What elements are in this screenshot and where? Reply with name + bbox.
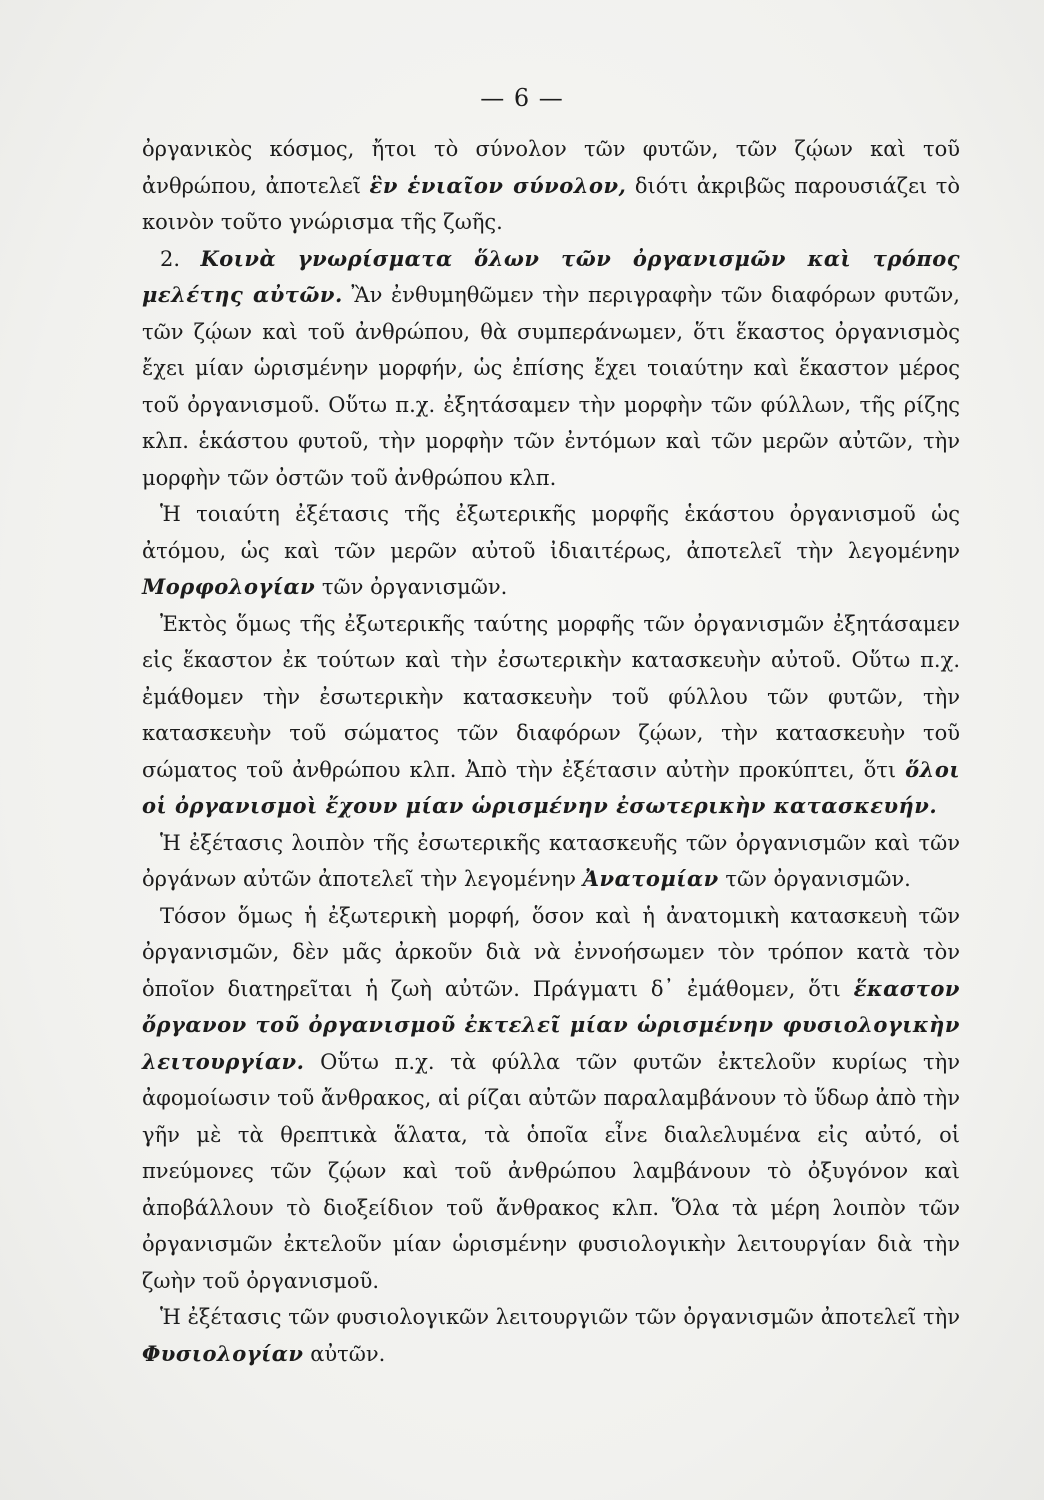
text-run: Ἡ τοιαύτη ἐξέτασις τῆς ἐξωτερικῆς μορφῆς ἑκάστου ὀργανισμοῦ ὡς ἀτόμου, ὡς καὶ τῶν μερῶν αὐτοῦ ἰδιαιτέρως, ἀποτελεῖ τὴν λεγομένην: [142, 502, 960, 563]
section-heading: Κοινὰ γνωρίσματα ὅλων τῶν ὀργανισμῶν καὶ τρόπος μελέτης αὐτῶν.: [142, 245, 960, 307]
paragraph-7: [142, 1299, 960, 1372]
emphasized-phrase: ἓν ἑνιαῖον σύνολον,: [369, 172, 627, 198]
text-run: τῶν ὀργανισμῶν.: [718, 867, 911, 891]
text-run: τῶν ὀργανισμῶν.: [315, 575, 508, 599]
paragraph-2: [142, 241, 960, 497]
text-run: Ἡ ἐξέτασις τῶν φυσιολογικῶν λειτουργιῶν τῶν ὀργανισμῶν ἀποτελεῖ τὴν: [160, 1305, 960, 1329]
section-number: 2.: [160, 246, 201, 271]
text-run: Ἡ ἐξέτασις λοιπὸν τῆς ἐσωτερικῆς κατασκευῆς τῶν ὀργανισμῶν καὶ τῶν ὀργάνων αὐτῶν ἀποτελεῖ τὴν λεγομένην: [142, 830, 960, 891]
text-run: ὀργανικὸς κόσμος, ἤτοι τὸ σύνολον τῶν φυτῶν, τῶν ζῴων καὶ τοῦ ἀνθρώπου, ἀποτελεῖ: [142, 137, 960, 198]
text-run: Οὕτω π.χ. τὰ φύλλα τῶν φυτῶν ἐκτελοῦν κυρίως τὴν ἀφομοίωσιν τοῦ ἄνθρακος, αἱ ρίζαι αὐτῶν παραλαμβάνουν τὸ ὕδωρ ἀπὸ τὴν γῆν μὲ τὰ θρεπτικὰ ἅλατα, τὰ ὁποῖα εἶνε διαλελυμένα εἰς αὐτό, οἱ πνεύμονες τῶν ζῴων καὶ τοῦ ἀνθρώπου λαμβάνουν τὸ ὀξυγόνον καὶ ἀποβάλλουν τὸ διοξείδιον τοῦ ἄνθρακος κλπ. Ὅλα τὰ μέρη λοιπὸν τῶν ὀργανισμῶν ἐκτελοῦν μίαν ὡρισμένην φυσιολογικὴν λειτουργίαν διὰ τὴν ζωὴν τοῦ ὀργανισμοῦ.: [142, 1049, 960, 1293]
text-run: αὐτῶν.: [303, 1341, 386, 1366]
term-anatomy: Ἀνατομίαν: [582, 866, 719, 891]
term-morphology: Μορφολογίαν: [142, 574, 316, 599]
paragraph-4: [142, 606, 960, 825]
text-run: Ἂν ἐνθυμηθῶμεν τὴν περιγραφὴν τῶν διαφόρων φυτῶν, τῶν ζῴων καὶ τοῦ ἀνθρώπου, θὰ συμπεράνωμεν, ὅτι ἕκαστος ὀργανισμὸς ἔχει μίαν ὡρισμένην μορφήν, ὡς ἐπίσης ἔχει τοιαύτην καὶ ἕκαστον μέρος τοῦ ὀργανισμοῦ. Οὕτω π.χ. ἐξητάσαμεν τὴν μορφὴν τῶν φύλλων, τῆς ρίζης κλπ. ἑκάστου φυτοῦ, τὴν μορφὴν τῶν ἐντόμων καὶ τῶν μερῶν αὐτῶν, τὴν μορφὴν τῶν ὀστῶν τοῦ ἀνθρώπου κλπ.: [142, 283, 960, 490]
emphasized-phrase: ὅλοι οἱ ὀργανισμοὶ ἔχουν μίαν ὡρισμένην ἐσωτερικὴν κατασκευήν.: [142, 756, 960, 818]
emphasized-phrase: ἕκαστον ὄργανον τοῦ ὀργανισμοῦ ἐκτελεῖ μίαν ὡρισμένην φυσιολογικὴν λειτουργίαν.: [142, 975, 960, 1074]
page-number: — 6 —: [480, 84, 564, 112]
text-run: διότι ἀκριβῶς παρουσιάζει τὸ κοινὸν τοῦτο γνώρισμα τῆς ζωῆς.: [142, 173, 960, 234]
paragraph-1: [142, 131, 960, 241]
text-run: Τόσον ὅμως ἡ ἐξωτερικὴ μορφή, ὅσον καὶ ἡ ἀνατομικὴ κατασκευὴ τῶν ὀργανισμῶν, δὲν μᾶς ἀρκοῦν διὰ νὰ ἐννοήσωμεν τὸν τρόπον κατὰ τὸν ὁποῖον διατηρεῖται ἡ ζωὴ αὐτῶν. Πράγματι δ᾽ ἐμάθομεν, ὅτι: [142, 903, 960, 1001]
paragraph-3: [142, 496, 960, 606]
paragraph-6: [142, 898, 960, 1300]
text-run: Ἐκτὸς ὅμως τῆς ἐξωτερικῆς ταύτης μορφῆς τῶν ὀργανισμῶν ἐξητάσαμεν εἰς ἕκαστον ἐκ τούτων καὶ τὴν ἐσωτερικὴν κατασκευὴν αὐτοῦ. Οὕτω π.χ. ἐμάθομεν τὴν ἐσωτερικὴν κατασκευὴν τοῦ φύλλου τῶν φυτῶν, τὴν κατασκευὴν τοῦ σώματος τῶν διαφόρων ζῴων, τὴν κατασκευὴν τοῦ σώματος τοῦ ἀνθρώπου κλπ. Ἀπὸ τὴν ἐξέτασιν αὐτὴν προκύπτει, ὅτι: [142, 611, 960, 782]
paragraph-5: [142, 825, 960, 898]
term-physiology: Φυσιολογίαν: [142, 1340, 304, 1366]
body-text: [142, 131, 960, 1372]
